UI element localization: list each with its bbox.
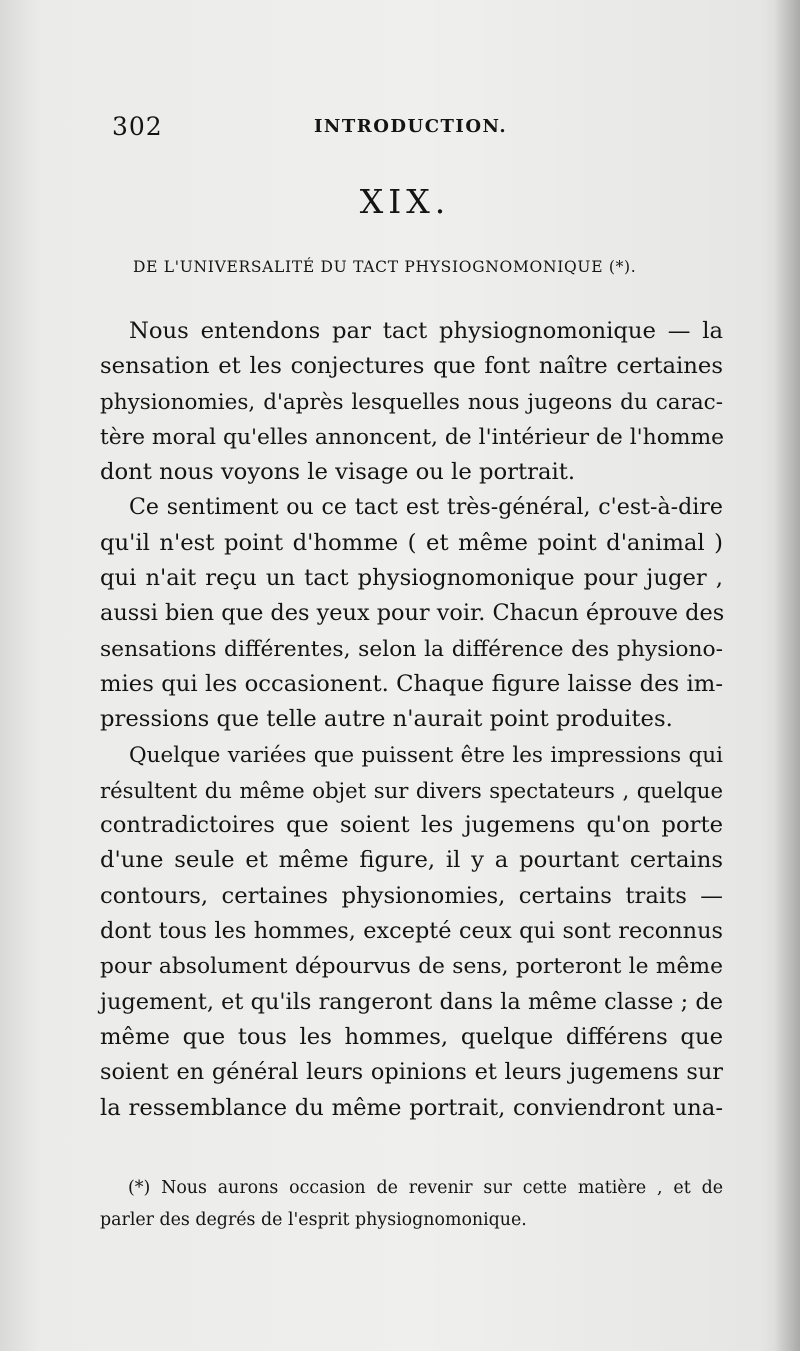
text-line: Quelque variées que puissent être les impressions qui <box>129 742 723 768</box>
text-line: sensation et les conjectures que font naître certaines <box>100 353 723 380</box>
text-line: pour absolument dépourvus de sens, porteront le même <box>100 954 723 980</box>
running-header <box>100 112 720 146</box>
text-line: physionomies, d'après lesquelles nous jugeons du carac- <box>100 389 723 415</box>
text-line: la ressemblance du même portrait, conviendront una- <box>100 1094 723 1121</box>
text-line: Ce sentiment ou ce tact est très-général, c'est-à-dire <box>129 494 723 521</box>
text-line: mies qui les occasionent. Chaque figure laisse des im- <box>100 670 723 697</box>
text-line: tère moral qu'elles annoncent, de l'intérieur de l'homme <box>100 424 725 450</box>
footnote-line: (*) Nous aurons occasion de revenir sur cette matière , et de <box>128 1178 723 1198</box>
text-line: Nous entendons par tact physiognomonique — la <box>129 318 723 344</box>
footnote <box>100 1172 723 1236</box>
text-line: même que tous les hommes, quelque différens que <box>100 1023 723 1050</box>
text-line: qui n'ait reçu un tact physiognomonique pour juger , <box>100 565 723 592</box>
text-line: pressions que telle autre n'aurait point produites. <box>100 706 673 733</box>
paragraph-1 <box>100 314 723 490</box>
text-line: dont nous voyons le visage ou le portrait. <box>100 459 576 486</box>
text-line: jugement, et qu'ils rangeront dans la même classe ; de <box>100 988 723 1015</box>
text-line: aussi bien que des yeux pour voir. Chacun éprouve des <box>100 600 725 627</box>
section-number: XIX. <box>359 182 451 221</box>
text-line: résultent du même objet sur divers spectateurs , quelque <box>100 777 723 803</box>
text-line: d'une seule et même figure, il y a pourtant certains <box>100 847 723 874</box>
running-title: INTRODUCTION. <box>314 116 508 137</box>
paragraph-3 <box>100 738 723 1126</box>
section-title: DE L'UNIVERSALITÉ DU TACT PHYSIOGNOMONIQUE (*). <box>133 258 637 276</box>
page-number: 302 <box>112 112 163 141</box>
text-line: contours, certaines physionomies, certains traits — <box>100 882 723 909</box>
text-line: qu'il n'est point d'homme ( et même point d'animal ) <box>100 529 723 556</box>
text-line: sensations différentes, selon la différence des physiono- <box>100 636 723 662</box>
text-line: soient en général leurs opinions et leurs jugemens sur <box>100 1059 723 1086</box>
text-line: contradictoires que soient les jugemens qu'on porte <box>100 812 723 839</box>
body-text <box>100 314 723 1126</box>
text-line: dont tous les hommes, excepté ceux qui sont reconnus <box>100 918 723 945</box>
footnote-line: parler des degrés de l'esprit physiognomonique. <box>100 1210 527 1230</box>
paragraph-2 <box>100 490 723 737</box>
